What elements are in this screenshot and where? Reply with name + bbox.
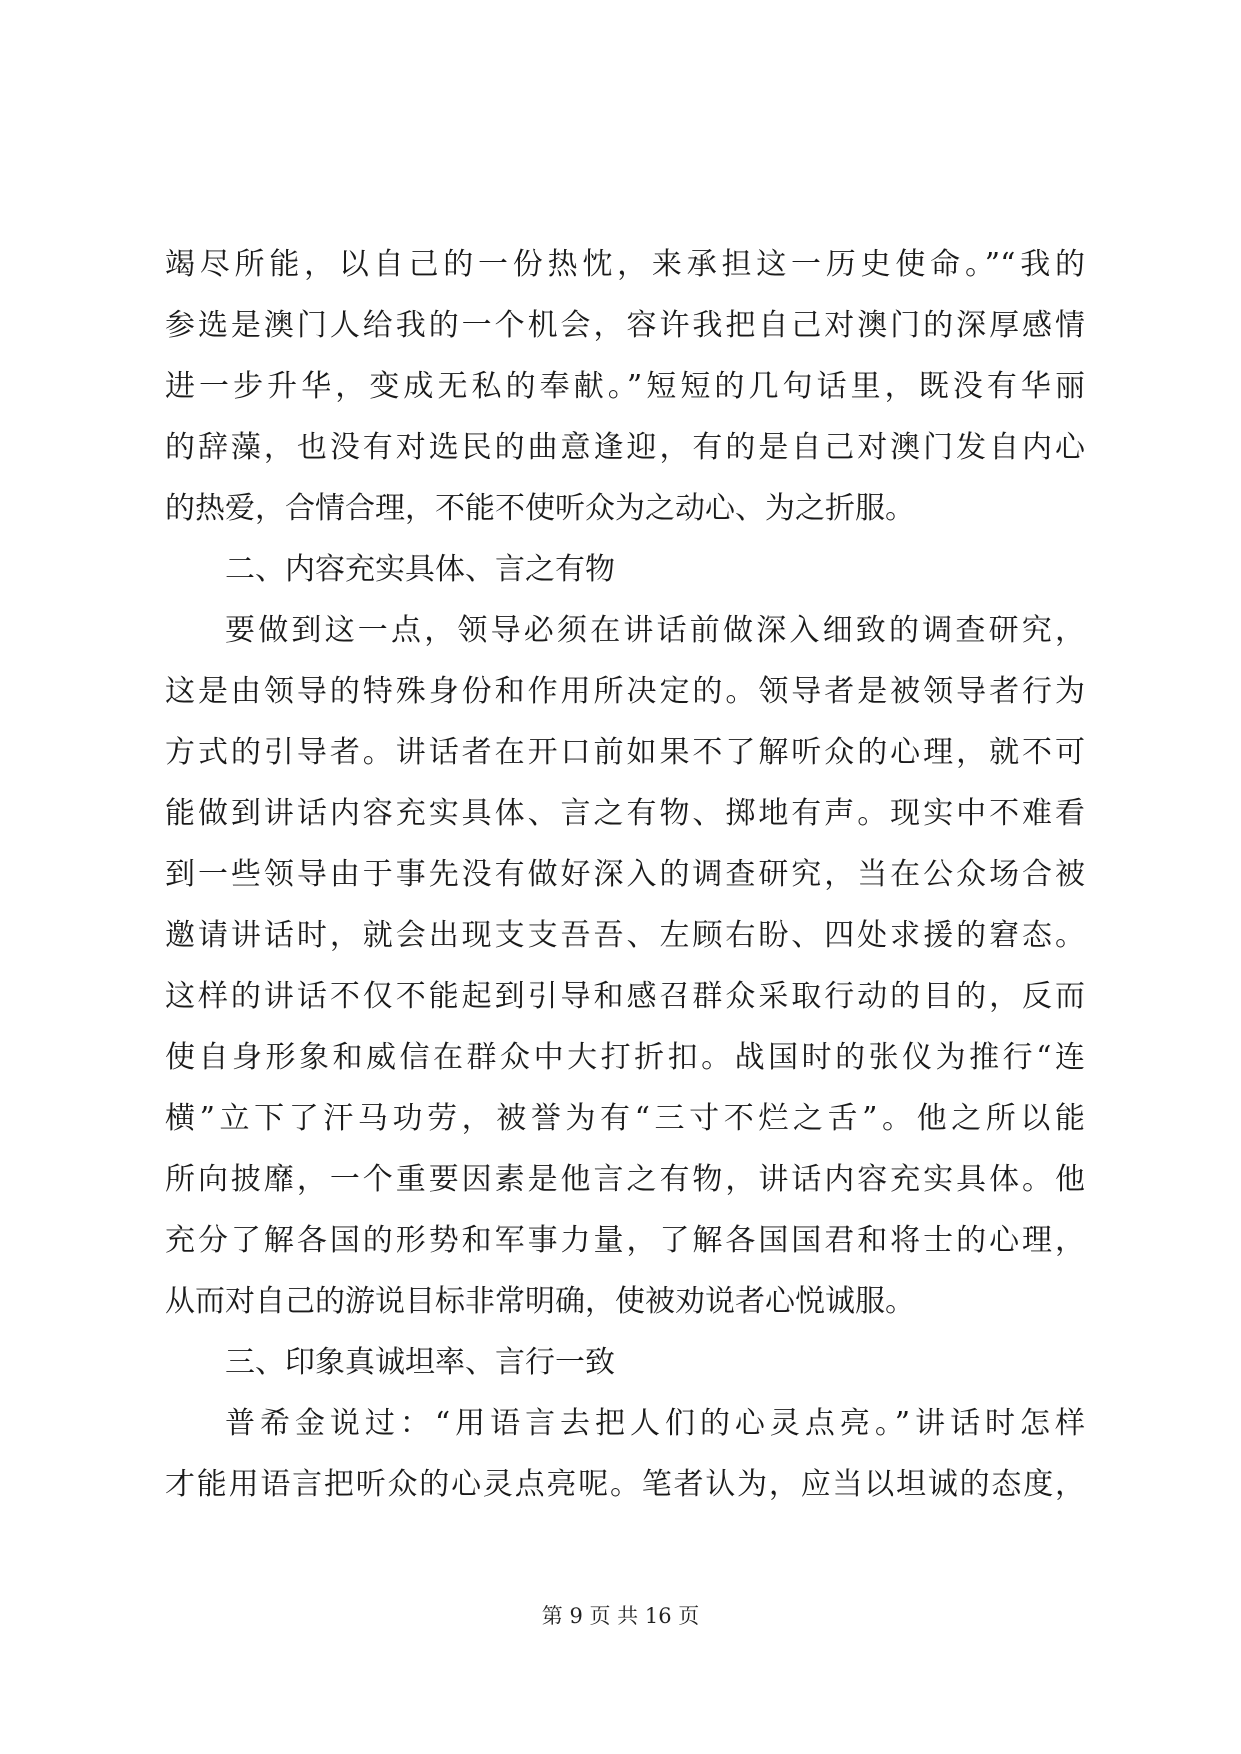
section-heading: 三、印象真诚坦率、言行一致 bbox=[225, 1345, 615, 1380]
text-line: 的热爱，合情合理，不能不使听众为之动心、为之折服。 bbox=[165, 491, 915, 526]
text-line: 所向披靡，一个重要因素是他言之有物，讲话内容充实具体。他 bbox=[165, 1162, 1085, 1197]
text-line: 参选是澳门人给我的一个机会，容许我把自己对澳门的深厚感情 bbox=[165, 308, 1085, 343]
text-line: 普希金说过：“用语言去把人们的心灵点亮。”讲话时怎样 bbox=[225, 1406, 1085, 1441]
text-line: 这是由领导的特殊身份和作用所决定的。领导者是被领导者行为 bbox=[165, 674, 1085, 709]
section-heading: 二、内容充实具体、言之有物 bbox=[225, 552, 615, 587]
text-line: 才能用语言把听众的心灵点亮呢。笔者认为，应当以坦诚的态度， bbox=[165, 1467, 1085, 1502]
page-number-footer: 第 9 页 共 16 页 bbox=[541, 1604, 700, 1628]
text-line: 这样的讲话不仅不能起到引导和感召群众采取行动的目的，反而 bbox=[165, 979, 1085, 1014]
text-line: 邀请讲话时，就会出现支支吾吾、左顾右盼、四处求援的窘态。 bbox=[165, 918, 1085, 953]
text-line: 进一步升华，变成无私的奉献。”短短的几句话里，既没有华丽 bbox=[165, 369, 1085, 404]
text-line: 方式的引导者。讲话者在开口前如果不了解听众的心理，就不可 bbox=[165, 735, 1085, 770]
text-line: 从而对自己的游说目标非常明确，使被劝说者心悦诚服。 bbox=[165, 1284, 915, 1319]
text-line: 横”立下了汗马功劳，被誉为有“三寸不烂之舌”。他之所以能 bbox=[165, 1101, 1085, 1136]
text-line: 竭尽所能，以自己的一份热忱，来承担这一历史使命。”“我的 bbox=[165, 247, 1085, 282]
text-line: 使自身形象和威信在群众中大打折扣。战国时的张仪为推行“连 bbox=[165, 1040, 1085, 1075]
text-line: 充分了解各国的形势和军事力量，了解各国国君和将士的心理， bbox=[165, 1223, 1085, 1258]
text-line: 能做到讲话内容充实具体、言之有物、掷地有声。现实中不难看 bbox=[165, 796, 1085, 831]
text-line: 到一些领导由于事先没有做好深入的调查研究，当在公众场合被 bbox=[165, 857, 1085, 892]
text-line: 的辞藻，也没有对选民的曲意逢迎，有的是自己对澳门发自内心 bbox=[165, 430, 1085, 465]
text-line: 要做到这一点，领导必须在讲话前做深入细致的调查研究， bbox=[225, 613, 1085, 648]
body-text bbox=[165, 234, 1085, 1515]
